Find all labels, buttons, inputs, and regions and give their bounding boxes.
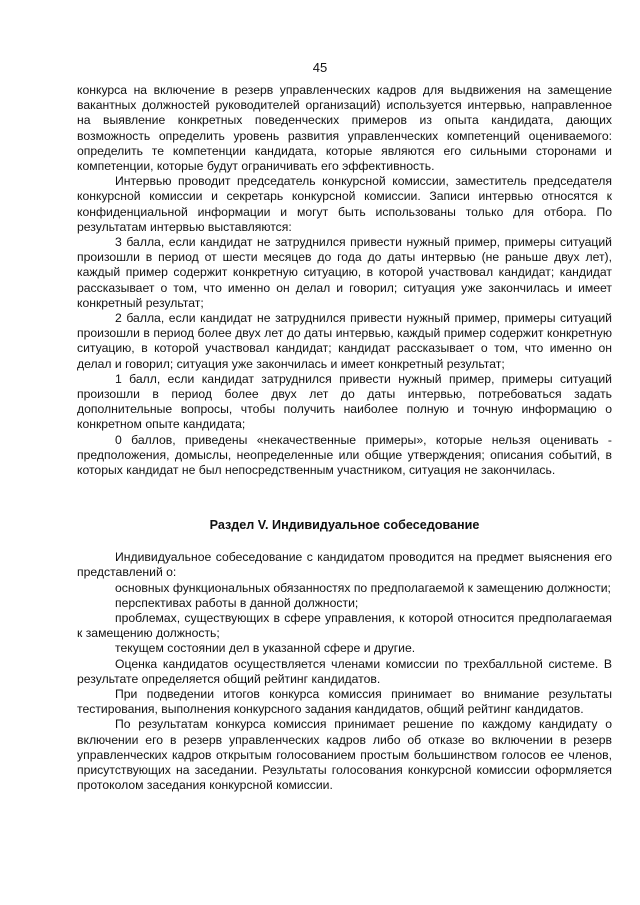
paragraph-score-1: 1 балл, если кандидат затруднился привести нужный пример, примеры ситуаций произошли в период более двух лет до даты интервью, потребоваться задать дополнительные вопросы, чтобы получить наиболее полную и точную информацию о конкретном опыте кандидата; xyxy=(77,371,612,432)
interview-section xyxy=(77,83,612,478)
list-item-prospects: перспективах работы в данной должности; xyxy=(115,595,359,610)
list-item-current-state: текущем состоянии дел в указанной сфере и другие. xyxy=(115,641,416,656)
page-number: 45 xyxy=(312,60,328,75)
paragraph-evaluation: Оценка кандидатов осуществляется членами комиссии по трехбалльной системе. В результате определяется общий рейтинг кандидатов. xyxy=(77,656,612,686)
paragraph-continuation: конкурса на включение в резерв управленческих кадров для выдвижения на замещение вакантных должностей руководителей организаций) используется интервью, направленное на выявление конкретных поведенческих примеров из опыта кандидата, дающих возможность определить уровень развития управленческих компетенций оцениваемого: определить те компетенции кандидата, которые являются его сильными сторонами и компетенции, которые будут ограничивать его эффективность. xyxy=(77,83,612,174)
section-heading: Раздел V. Индивидуальное собеседование xyxy=(209,518,480,532)
list-item-duties: основных функциональных обязанностях по предполагаемой к замещению должности; xyxy=(115,580,611,595)
individual-interview-section xyxy=(77,518,612,793)
paragraph-score-3: 3 балла, если кандидат не затруднился привести нужный пример, примеры ситуаций произошли в период от шести месяцев до года до даты интервью (не раньше двух лет), каждый пример содержит конкретную ситуацию, в которой участвовал кандидат; кандидат рассказывает о том, что именно он делал и говорил; ситуация уже закончилась и имеет конкретный результат; xyxy=(77,235,612,310)
paragraph-interview-conduct: Интервью проводит председатель конкурсной комиссии, заместитель председателя конкурсной комиссии и секретарь конкурсной комиссии. Записи интервью относятся к конфиденциальной информации и могут быть использованы только для отбора. По результатам интервью выставляются: xyxy=(77,174,612,234)
paragraph-decision: По результатам конкурса комиссия принимает решение по каждому кандидату о включении его в резерв управленческих кадров либо об отказе во включении в резерв управленческих кадров открытым голосованием простым большинством голосов ее членов, присутствующих на заседании. Результаты голосования конкурсной комиссии оформляется протоколом заседания конкурсной комиссии. xyxy=(77,717,612,793)
paragraph-score-0: 0 баллов, приведены «некачественные примеры», которые нельзя оценивать - предположения, домыслы, неопределенные или общие утверждения; описания событий, в которых кандидат не был непосредственным участником, ситуация не закончилась. xyxy=(77,432,612,478)
paragraph-results-summary: При подведении итогов конкурса комиссия принимает во внимание результаты тестирования, выполнения конкурсного задания кандидатов, общий рейтинг кандидатов. xyxy=(77,687,612,717)
list-item-problems: проблемах, существующих в сфере управления, к которой относится предполагаемая к замещению должность; xyxy=(77,611,612,641)
paragraph-score-2: 2 балла, если кандидат не затруднился привести нужный пример, примеры ситуаций произошли в период более двух лет до даты интервью, каждый пример содержит конкретную ситуацию, в которой участвовал кандидат; кандидат рассказывает о том, что именно он делал и говорил; ситуация уже закончилась и имеет конкретный результат; xyxy=(77,311,612,371)
paragraph-interview-intro: Индивидуальное собеседование с кандидатом проводится на предмет выяснения его представлений о: xyxy=(77,550,612,580)
